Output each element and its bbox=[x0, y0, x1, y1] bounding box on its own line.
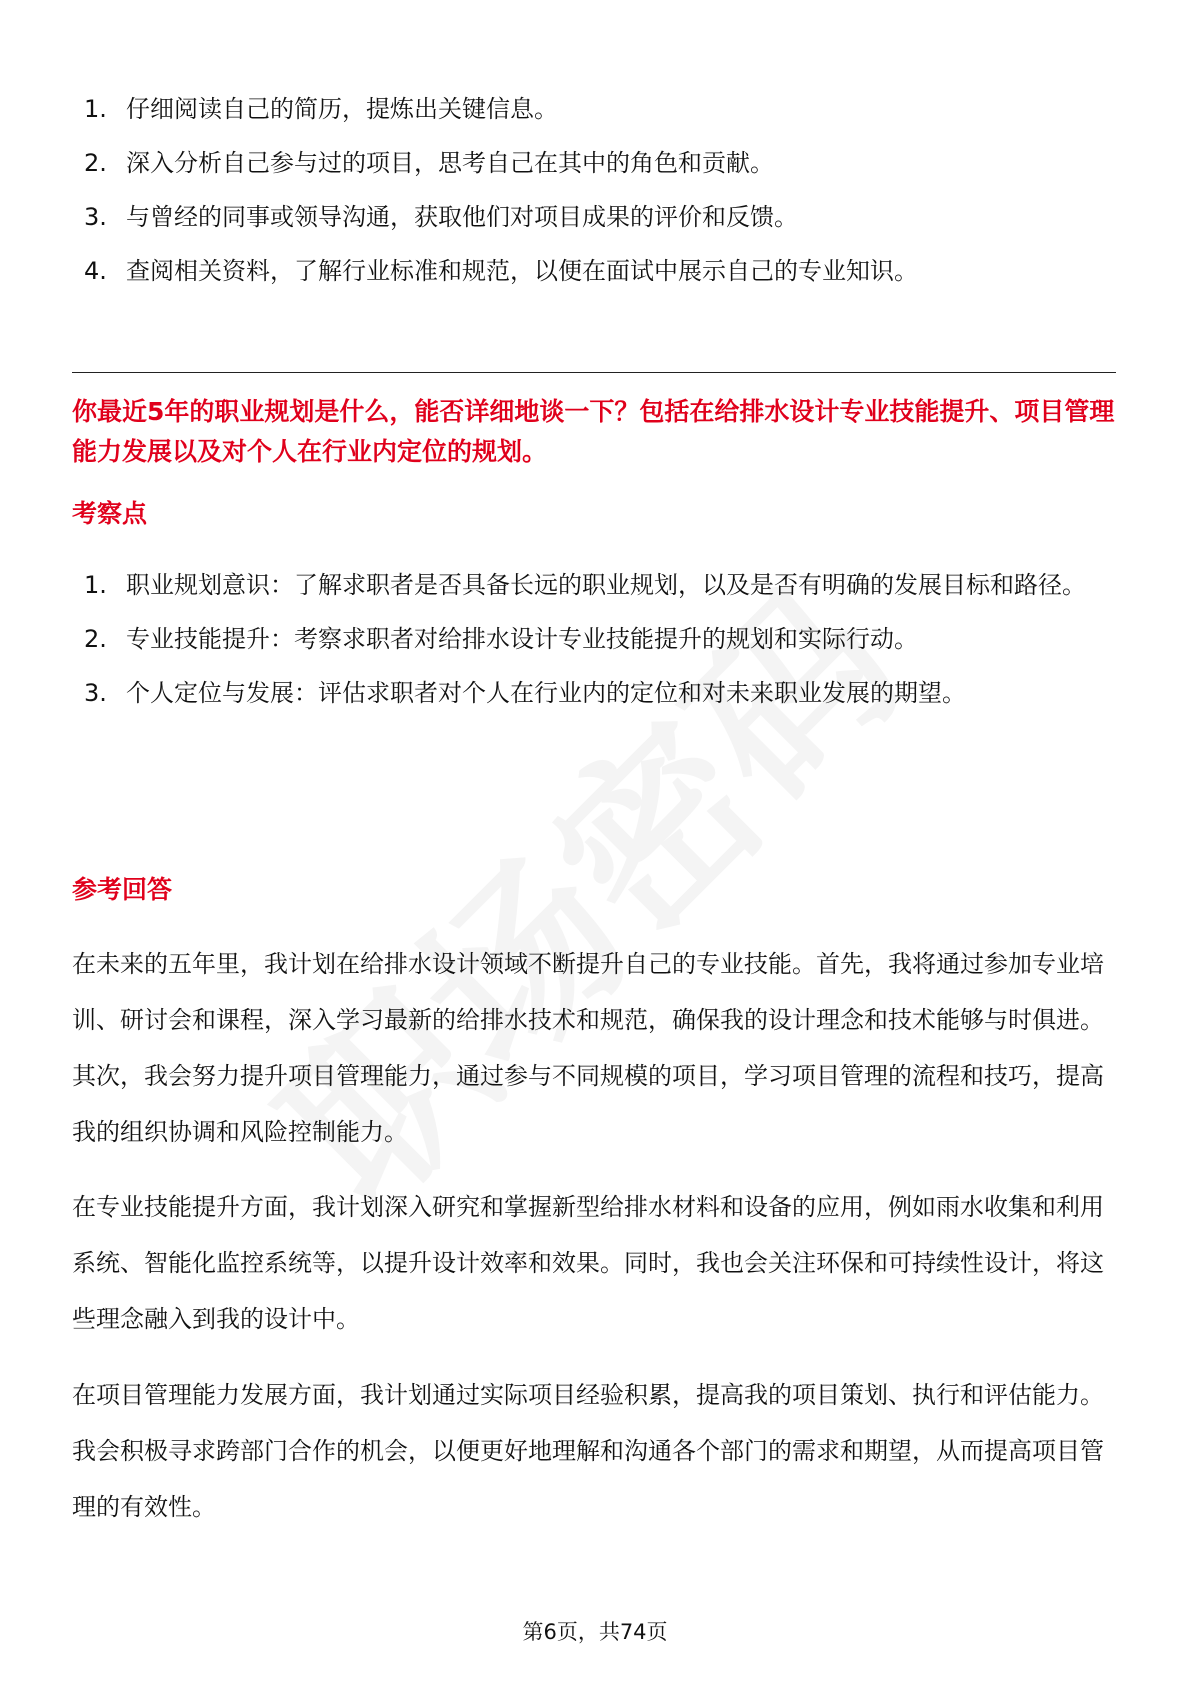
answer-heading: 参考回答 bbox=[72, 875, 173, 904]
answer-paragraph: 在专业技能提升方面，我计划深入研究和掌握新型给排水材料和设备的应用，例如雨水收集和利用系统、智能化监控系统等，以提升设计效率和效果。同时，我也会关注环保和可持续性设计，将这些理念融入到我的设计中。 bbox=[72, 1193, 1104, 1333]
list-text: 专业技能提升：考察求职者对给排水设计专业技能提升的规划和实际行动。 bbox=[126, 625, 918, 653]
prep-steps-list bbox=[72, 84, 1112, 296]
list-number: 1. bbox=[84, 571, 107, 599]
answer-paragraph: 在未来的五年里，我计划在给排水设计领域不断提升自己的专业技能。首先，我将通过参加专业培训、研讨会和课程，深入学习最新的给排水技术和规范，确保我的设计理念和技术能够与时俱进。其次，我会努力提升项目管理能力，通过参与不同规模的项目，学习项目管理的流程和技巧，提高我的组织协调和风险控制能力。 bbox=[72, 950, 1104, 1146]
list-text: 与曾经的同事或领导沟通，获取他们对项目成果的评价和反馈。 bbox=[126, 203, 798, 231]
assessment-list bbox=[72, 560, 1102, 718]
assessment-heading: 考察点 bbox=[72, 499, 148, 528]
list-text: 职业规划意识：了解求职者是否具备长远的职业规划，以及是否有明确的发展目标和路径。 bbox=[126, 571, 1086, 599]
list-text: 深入分析自己参与过的项目，思考自己在其中的角色和贡献。 bbox=[126, 149, 774, 177]
answer-paragraph: 在项目管理能力发展方面，我计划通过实际项目经验积累，提高我的项目策划、执行和评估能力。我会积极寻求跨部门合作的机会，以便更好地理解和沟通各个部门的需求和期望，从而提高项目管理的有效性。 bbox=[72, 1381, 1104, 1521]
list-item bbox=[72, 560, 1102, 610]
list-item bbox=[72, 192, 1112, 242]
page-number: 第6页，共74页 bbox=[522, 1620, 668, 1644]
list-number: 2. bbox=[84, 149, 107, 177]
list-number: 2. bbox=[84, 625, 107, 653]
list-item bbox=[72, 668, 1102, 718]
list-number: 1. bbox=[84, 95, 107, 123]
list-text: 仔细阅读自己的简历，提炼出关键信息。 bbox=[126, 95, 558, 123]
interview-question: 你最近5年的职业规划是什么，能否详细地谈一下？包括在给排水设计专业技能提升、项目管理能力发展以及对个人在行业内定位的规划。 bbox=[72, 397, 1115, 466]
list-item bbox=[72, 246, 1112, 296]
list-item bbox=[72, 138, 1112, 188]
list-number: 3. bbox=[84, 203, 107, 231]
section-divider bbox=[72, 372, 1116, 373]
list-item bbox=[72, 614, 1102, 664]
list-text: 查阅相关资料，了解行业标准和规范，以便在面试中展示自己的专业知识。 bbox=[126, 257, 918, 285]
list-text: 个人定位与发展：评估求职者对个人在行业内的定位和对未来职业发展的期望。 bbox=[126, 679, 966, 707]
list-item bbox=[72, 84, 1112, 134]
list-number: 4. bbox=[84, 257, 107, 285]
list-number: 3. bbox=[84, 679, 107, 707]
